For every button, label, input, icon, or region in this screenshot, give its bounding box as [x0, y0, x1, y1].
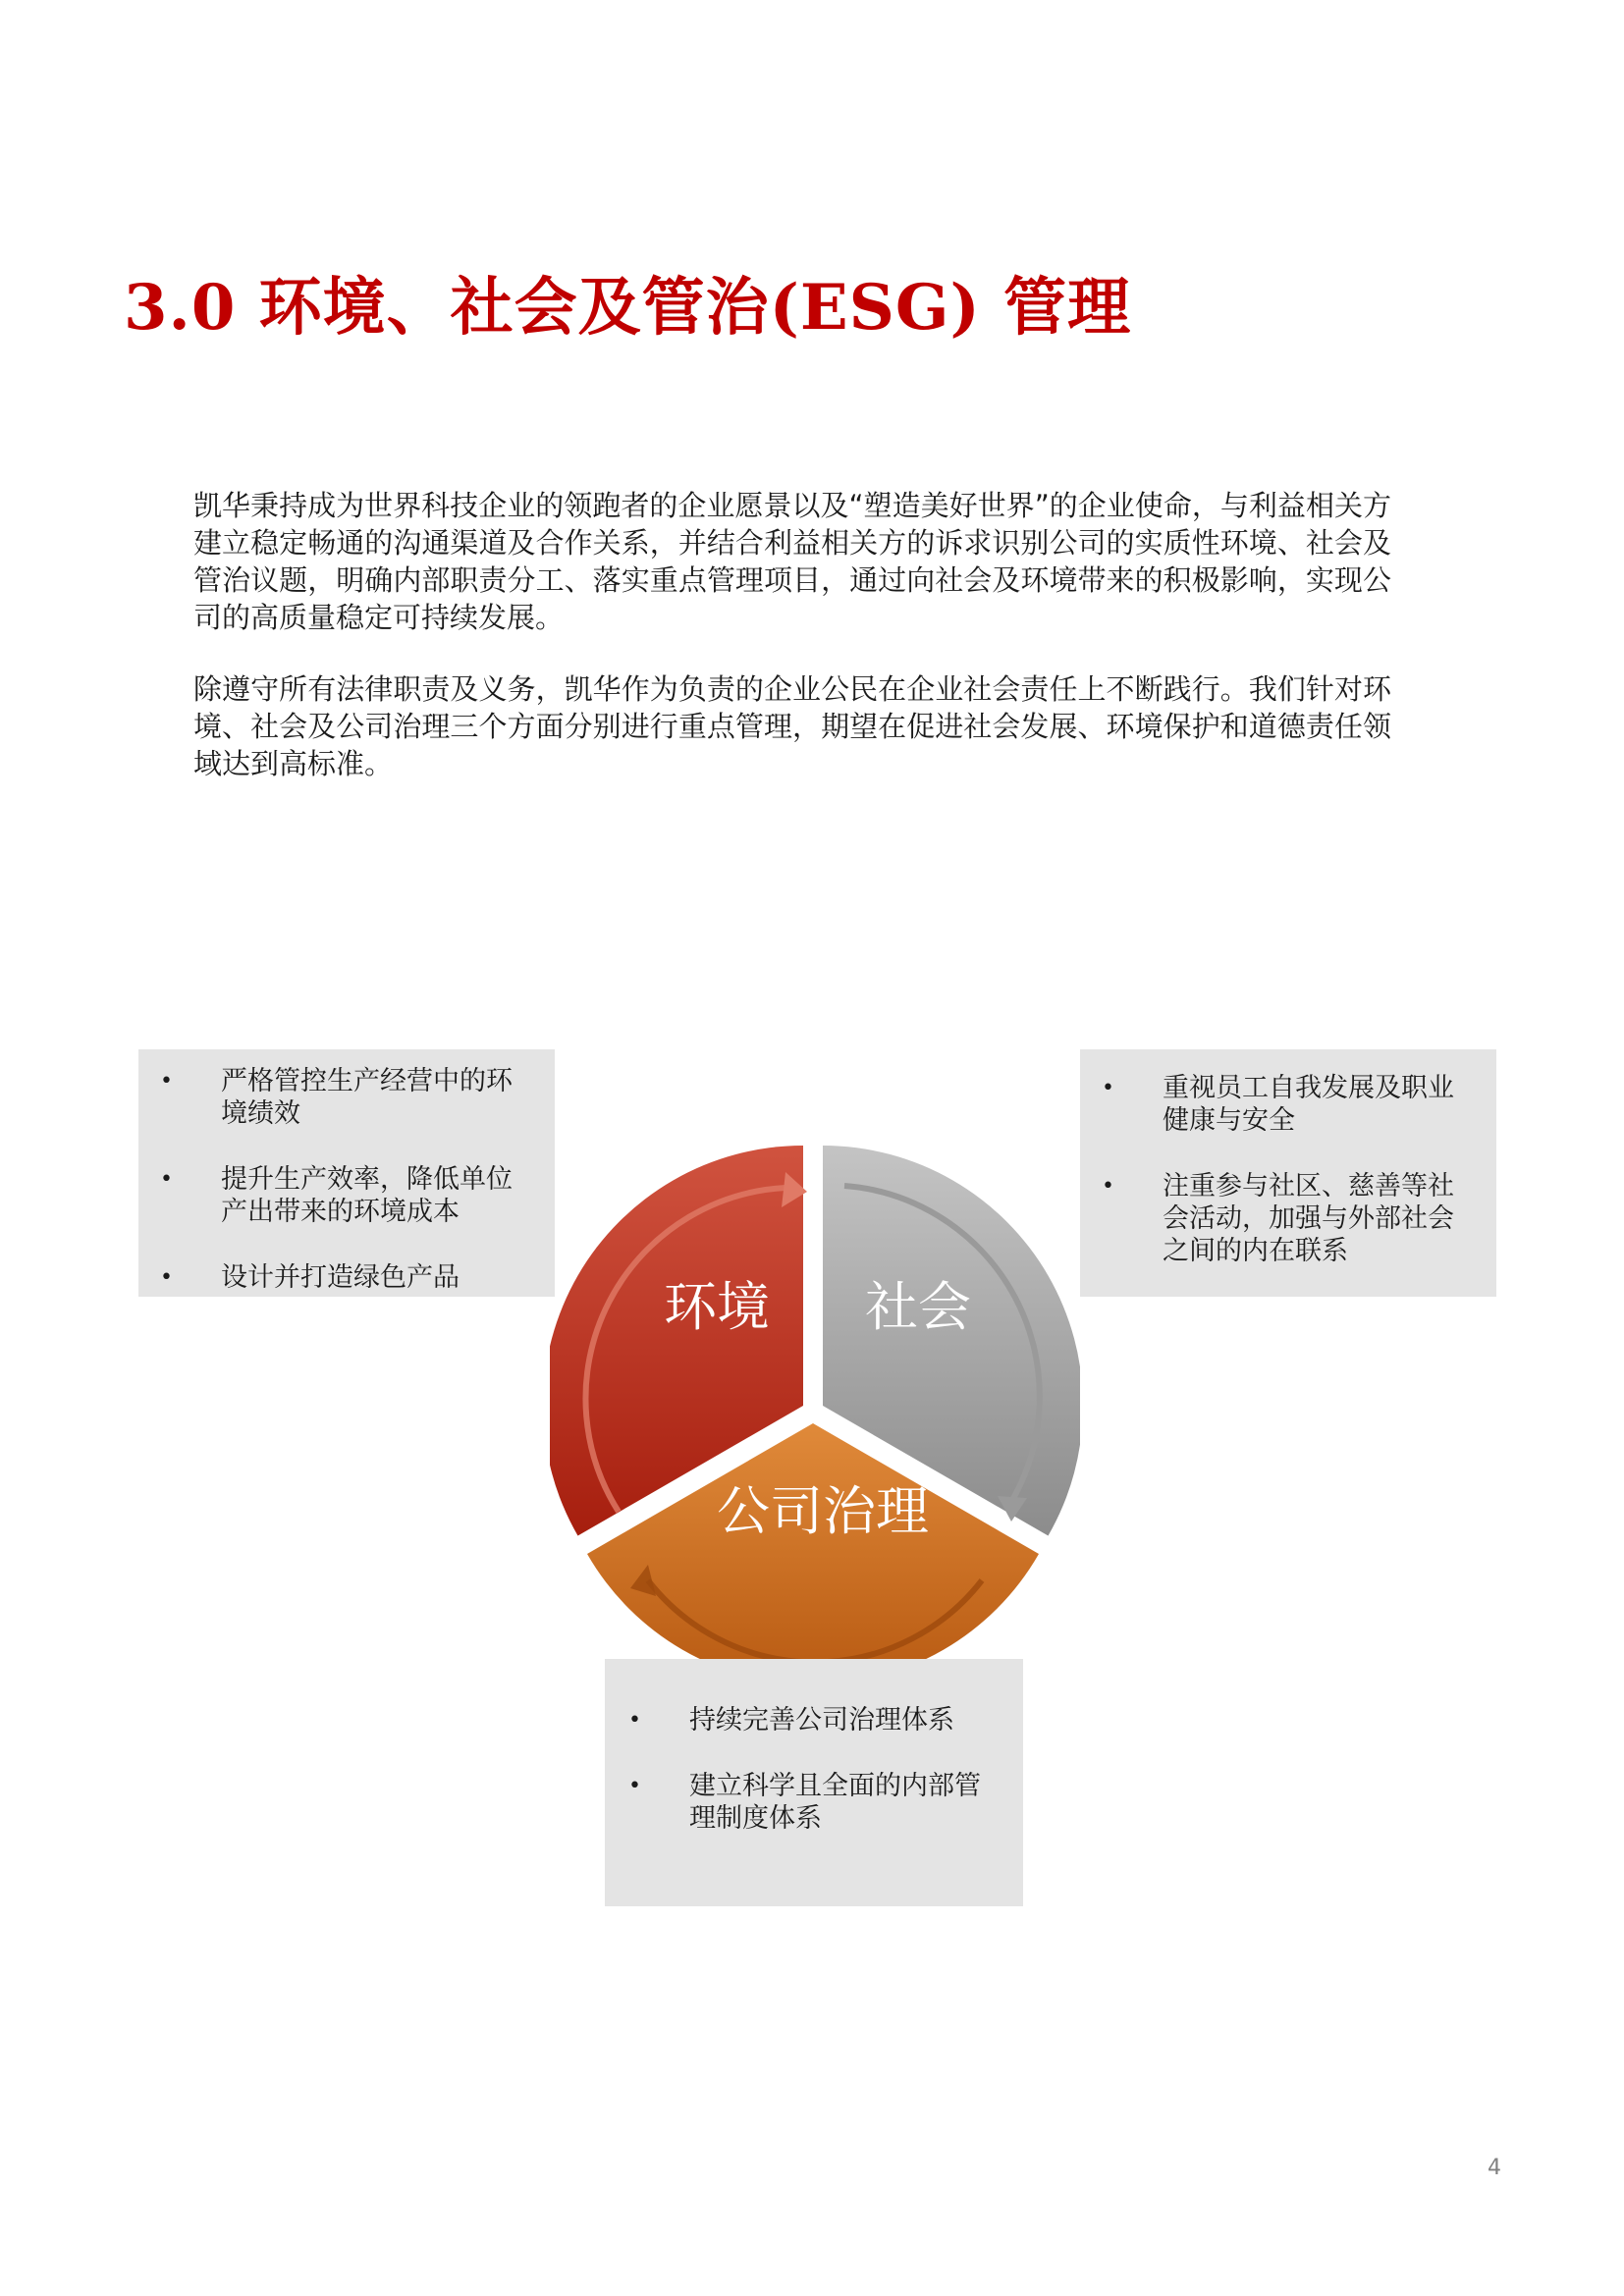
list-item	[160, 1065, 535, 1130]
bullet-icon: •	[628, 1708, 641, 1733]
list-item-text: 提升生产效率，降低单位产出带来的环境成本	[221, 1164, 513, 1227]
list-item	[628, 1704, 1003, 1736]
governance-box	[605, 1659, 1023, 1906]
list-item-text: 严格管控生产经营中的环境绩效	[221, 1066, 513, 1129]
list-item-text: 持续完善公司治理体系	[689, 1705, 954, 1735]
bullet-icon: •	[1102, 1174, 1114, 1199]
list-item	[160, 1163, 535, 1228]
page-number: 4	[1488, 2156, 1501, 2180]
bullet-icon: •	[160, 1167, 173, 1192]
responsibility-paragraph: 除遵守所有法律职责及义务，凯华作为负责的企业公民在企业社会责任上不断践行。我们针对环境、社会及公司治理三个方面分别进行重点管理，期望在促进社会发展、环境保护和道德责任领域达到高标准。	[193, 672, 1391, 780]
list-item-text: 设计并打造绿色产品	[221, 1262, 460, 1293]
intro-paragraph: 凯华秉持成为世界科技企业的领跑者的企业愿景以及“塑造美好世界”的企业使命，与利益相关方建立稳定畅通的沟通渠道及合作关系，并结合利益相关方的诉求识别公司的实质性环境、社会及管治议题，明确内部职责分工、落实重点管理项目，通过向社会及环境带来的积极影响，实现公司的高质量稳定可持续发展。	[193, 489, 1391, 634]
bullet-icon: •	[160, 1265, 173, 1290]
list-item	[1102, 1170, 1477, 1267]
bullet-icon: •	[160, 1069, 173, 1094]
list-item	[160, 1261, 535, 1294]
governance-label: 公司治理	[717, 1480, 929, 1542]
environment-label: 环境	[664, 1276, 770, 1338]
society-box	[1080, 1049, 1496, 1297]
list-item-text: 建立科学且全面的内部管理制度体系	[689, 1771, 981, 1834]
list-item	[628, 1770, 1003, 1835]
list-item	[1102, 1072, 1477, 1137]
bullet-icon: •	[628, 1774, 641, 1798]
page-title: 3.0 环境、社会及管治(ESG) 管理	[124, 271, 1132, 345]
society-label: 社会	[865, 1276, 971, 1338]
bullet-icon: •	[1102, 1076, 1114, 1100]
list-item-text: 重视员工自我发展及职业健康与安全	[1163, 1073, 1454, 1136]
esg-cycle-diagram	[550, 1109, 1080, 1659]
list-item-text: 注重参与社区、慈善等社会活动，加强与外部社会之间的内在联系	[1163, 1171, 1454, 1266]
environment-box	[138, 1049, 555, 1297]
